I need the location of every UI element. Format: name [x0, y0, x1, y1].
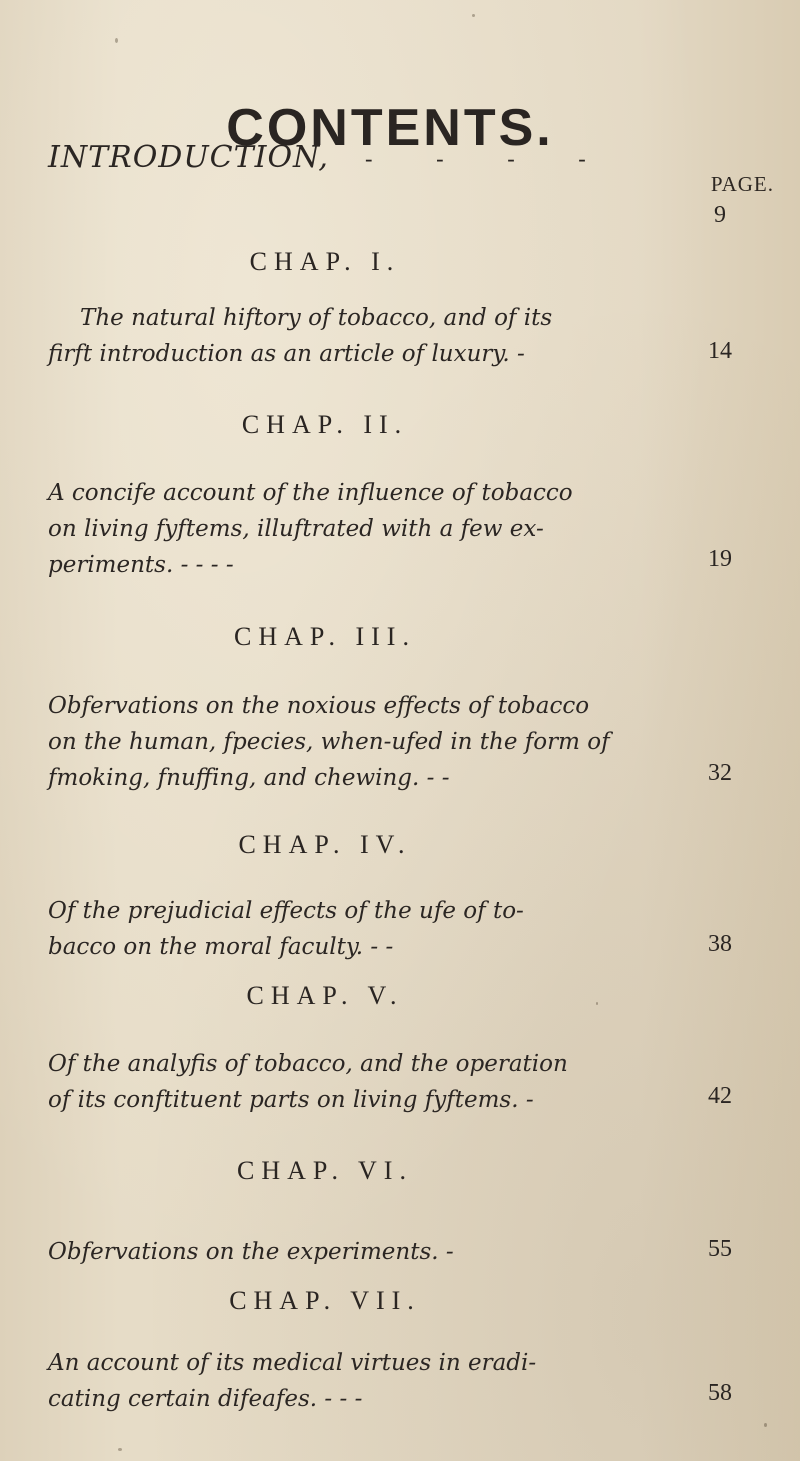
- entry-line: A concife account of the influence of tobacco: [48, 480, 573, 506]
- chapter-1-page-number: 14: [708, 338, 732, 364]
- entry-line: on living fyftems, illuftrated with a few ex-: [48, 516, 544, 542]
- entry-line: bacco on the moral faculty. - -: [48, 934, 394, 960]
- entry-line: Obfervations on the experiments. -: [48, 1239, 454, 1265]
- chapter-1-heading: CHAP. I.: [249, 247, 401, 276]
- entry-line: fmoking, fnuffing, and chewing. - -: [48, 765, 450, 791]
- entry-line: An account of its medical virtues in eradi-: [48, 1350, 537, 1376]
- introduction-label: INTRODUCTION,: [48, 140, 329, 175]
- entry-line: The natural hiftory of tobacco, and of its: [80, 305, 553, 331]
- introduction-entry[interactable]: [48, 140, 668, 178]
- contents-title: CONTENTS.: [226, 99, 554, 157]
- chapter-6-entry[interactable]: [48, 1234, 668, 1270]
- entry-line: on the human, fpecies, when-ufed in the form of: [48, 729, 610, 755]
- chapter-1-entry[interactable]: [48, 300, 668, 372]
- page-column-label: PAGE.: [710, 172, 774, 196]
- paper-speck: [596, 1002, 598, 1005]
- chapter-6-page-number: 55: [708, 1236, 732, 1262]
- paper-speck: [764, 1423, 767, 1427]
- chapter-4-heading: CHAP. IV.: [238, 830, 412, 859]
- entry-line: Obfervations on the noxious effects of tobacco: [48, 693, 590, 719]
- chapter-5-page-number: 42: [708, 1083, 732, 1109]
- introduction-page-number: 9: [714, 202, 726, 228]
- chapter-7-entry[interactable]: [48, 1345, 668, 1417]
- entry-line: firft introduction as an article of luxury. -: [48, 341, 525, 367]
- paper-speck: [472, 14, 475, 17]
- chapter-7-heading: CHAP. VII.: [229, 1286, 421, 1315]
- paper-speck: [115, 38, 118, 43]
- leader-dashes: - - - -: [364, 147, 614, 173]
- entry-line: Of the analyfis of tobacco, and the operation: [48, 1051, 568, 1077]
- paper-speck: [118, 1448, 122, 1451]
- chapter-7-page-number: 58: [708, 1380, 732, 1406]
- entry-line: periments. - - - -: [48, 552, 234, 578]
- chapter-6-heading: CHAP. VI.: [237, 1156, 413, 1185]
- chapter-5-entry[interactable]: [48, 1046, 668, 1118]
- chapter-3-entry[interactable]: [48, 688, 668, 796]
- chapter-5-heading: CHAP. V.: [246, 981, 404, 1010]
- entry-line: cating certain difeafes. - - -: [48, 1386, 363, 1412]
- chapter-2-page-number: 19: [708, 546, 732, 572]
- chapter-2-entry[interactable]: [48, 475, 668, 583]
- entry-line: Of the prejudicial effects of the ufe of to-: [48, 898, 524, 924]
- chapter-3-heading: CHAP. III.: [234, 622, 416, 651]
- chapter-4-page-number: 38: [708, 931, 732, 957]
- chapter-2-heading: CHAP. II.: [241, 410, 409, 439]
- chapter-3-page-number: 32: [708, 760, 732, 786]
- entry-line: of its conftituent parts on living fyftems. -: [48, 1087, 534, 1113]
- chapter-4-entry[interactable]: [48, 893, 668, 965]
